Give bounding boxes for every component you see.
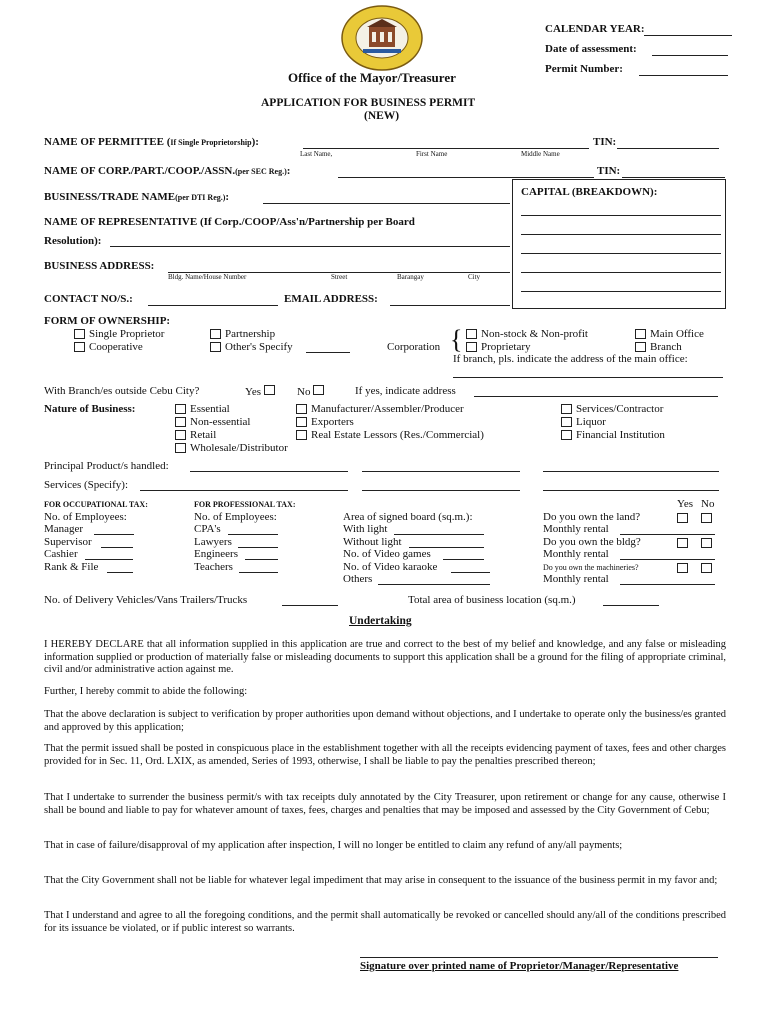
middle-name-caption: Middle Name [521,150,560,158]
financial-checkbox[interactable] [561,430,572,440]
capital-breakdown-box [512,179,726,309]
video-games-field[interactable] [443,559,484,560]
prof-cpa: CPA's [194,523,221,535]
nature-exporters[interactable]: Exporters [296,416,354,428]
occ-rank-file: Rank & File [44,561,99,573]
prof-engineers-field[interactable] [245,559,278,560]
main-office-option[interactable]: Main Office [635,328,704,340]
monthly-rental-1-field[interactable] [620,534,715,535]
branches-yes-option[interactable]: Yes [245,385,275,398]
corporation-label: Corporation [387,341,441,353]
signature-label: Signature over printed name of Proprietor/Manager/Representative [360,960,679,972]
nonstock-option[interactable]: Non-stock & Non-profit [466,328,588,340]
main-office-checkbox[interactable] [635,329,646,339]
contact-label: CONTACT NO/S.: [44,293,133,305]
occ-supervisor-field[interactable] [101,547,133,548]
occ-supervisor: Supervisor [44,536,92,548]
sign-with-light-field[interactable] [394,534,484,535]
capital-line-2[interactable] [521,234,721,235]
sign-area: Area of signed board (sq.m.): [343,511,473,523]
sign-without-light: Without light [343,536,402,548]
cooperative-option[interactable]: Cooperative [74,341,143,353]
resolution-label: Resolution): [44,235,102,247]
form-title: APPLICATION FOR BUSINESS PERMIT [261,97,476,109]
single-proprietor-checkbox[interactable] [74,329,85,339]
principal-products-label: Principal Product/s handled: [44,460,169,472]
undertaking-revocation: That I understand and agree to all the foregoing conditions, and the permit shall automatically be revoked or cancelled should any/all of the conditions prescribed for its issuance be violated, or if public interest so warrants. [44,910,726,934]
prof-lawyers: Lawyers [194,536,232,548]
capital-line-4[interactable] [521,272,721,273]
trade-name-label: BUSINESS/TRADE NAME(per DTI Reg.): [44,191,230,203]
occ-manager: Manager [44,523,84,535]
others-field[interactable] [306,352,350,353]
branch-address-field[interactable] [474,396,718,397]
own-mach-yes-checkbox[interactable] [677,563,688,573]
undertaking-refund: That in case of failure/disapproval of my application after inspection, I will no longer be entitled to claim any refund of any/all payments; [44,840,623,851]
proprietary-option[interactable]: Proprietary [466,341,530,353]
contact-field[interactable] [148,305,278,306]
branches-yes-checkbox[interactable] [264,385,275,395]
no-column-label: No [701,498,715,510]
principal-products-field-2[interactable] [362,471,520,472]
capital-line-5[interactable] [521,291,721,292]
permittee-tin-label: TIN: [593,136,617,148]
address-label: BUSINESS ADDRESS: [44,260,155,272]
essential-checkbox[interactable] [175,404,186,414]
office-title: Office of the Mayor/Treasurer [288,70,456,85]
vehicles-label: No. of Delivery Vehicles/Vans Trailers/Trucks [44,594,248,606]
if-yes-label: If yes, indicate address [355,385,456,397]
form-subtitle: (NEW) [364,110,400,122]
nonessential-checkbox[interactable] [175,417,186,427]
total-area-label: Total area of business location (sq.m.) [408,594,576,606]
last-name-caption: Last Name, [300,150,333,158]
nature-financial[interactable]: Financial Institution [561,429,665,441]
video-karaoke: No. of Video karaoke [343,561,438,573]
nature-retail[interactable]: Retail [175,429,216,441]
calendar-year-label: CALENDAR YEAR: [545,23,645,35]
bldg-caption: Bldg. Name/House Number [168,273,247,281]
representative-label: NAME OF REPRESENTATIVE (If Corp./COOP/Ass'n/Partnership per Board [44,216,415,228]
own-mach-question: Do you own the machineries? [543,563,639,572]
branches-no-option[interactable]: No [297,385,324,398]
principal-products-field-3[interactable] [543,471,719,472]
corp-tin-field[interactable] [622,177,725,178]
corp-label: NAME OF CORP./PART./COOP./ASSN.(per SEC Reg.): [44,165,291,177]
monthly-rental-2-field[interactable] [620,559,715,560]
principal-products-field-1[interactable] [190,471,348,472]
liquor-checkbox[interactable] [561,417,572,427]
others-checkbox[interactable] [210,342,221,352]
undertaking-declaration: I HEREBY DECLARE that all information supplied in this application are true and correct to the best of my belief and knowledge, and any false or misleading information supplied or production of materially false or misleading documents to support this application shall be a ground for the filing of appropriate criminal, civil and/or administrative action against me. [44,639,726,675]
exporters-checkbox[interactable] [296,417,307,427]
permittee-field[interactable] [303,148,589,149]
services-label: Services (Specify): [44,479,128,491]
services-field-3[interactable] [543,490,719,491]
retail-checkbox[interactable] [175,430,186,440]
undertaking-verification: That the above declaration is subject to verification by proper authorities upon demand without objections, and I undertake to operate only the business/es granted and approved by this application; [44,709,726,733]
prof-lawyers-field[interactable] [238,547,278,548]
own-bldg-no-checkbox[interactable] [701,538,712,548]
own-bldg-question: Do you own the bldg? [543,536,641,548]
capital-line-1[interactable] [521,215,721,216]
branch-checkbox[interactable] [635,342,646,352]
barangay-caption: Barangay [397,273,424,281]
services-checkbox[interactable] [561,404,572,414]
undertaking-surrender: That I undertake to surrender the business permit/s with tax receipts duly annotated by the City Treasurer, upon retirement or change for any cause, otherwise I shall be bound and liable to pay for whatever amount of taxes, fees, charges and penalties that may be imposed and assessed by the City Government of Cebu; [44,792,726,816]
services-field-1[interactable] [140,490,348,491]
permit-number-label: Permit Number: [545,63,623,75]
branches-question: With Branch/es outside Cebu City? [44,385,200,397]
corp-field[interactable] [338,177,594,178]
nature-real-estate[interactable]: Real Estate Lessors (Res./Commercial) [296,429,484,441]
signature-field[interactable] [360,957,718,958]
nature-liquor[interactable]: Liquor [561,416,606,428]
nature-wholesale[interactable]: Wholesale/Distributor [175,442,288,454]
monthly-rental-2-label: Monthly rental [543,548,609,560]
nonstock-checkbox[interactable] [466,329,477,339]
own-land-question: Do you own the land? [543,511,641,523]
yes-column-label: Yes [677,498,694,510]
nature-manufacturer[interactable]: Manufacturer/Assembler/Producer [296,403,464,415]
monthly-rental-1-label: Monthly rental [543,523,609,535]
monthly-rental-3-label: Monthly rental [543,573,609,585]
own-bldg-yes-checkbox[interactable] [677,538,688,548]
monthly-rental-3-field[interactable] [620,584,715,585]
prof-cpa-field[interactable] [228,534,278,535]
single-proprietor-option[interactable]: Single Proprietor [74,328,164,340]
others-option[interactable]: Other's Specify [210,341,293,353]
email-label: EMAIL ADDRESS: [284,293,378,305]
professional-tax-title: FOR PROFESSIONAL TAX: [194,500,296,509]
occ-employees: No. of Employees: [44,511,127,523]
prof-employees: No. of Employees: [194,511,277,523]
nature-label: Nature of Business: [44,403,136,415]
ownership-label: FORM OF OWNERSHIP: [44,315,171,327]
corporation-brace: { [450,325,463,354]
total-area-field[interactable] [603,605,659,606]
proprietary-checkbox[interactable] [466,342,477,352]
wholesale-checkbox[interactable] [175,443,186,453]
manufacturer-checkbox[interactable] [296,404,307,414]
own-mach-no-checkbox[interactable] [701,563,712,573]
email-field[interactable] [390,305,510,306]
permit-number-field[interactable] [639,75,728,76]
calendar-year-field[interactable] [644,35,732,36]
first-name-caption: First Name [416,150,448,158]
city-seal-logo [341,5,423,71]
partnership-checkbox[interactable] [210,329,221,339]
branches-no-checkbox[interactable] [313,385,324,395]
nature-services[interactable]: Services/Contractor [561,403,663,415]
corp-tin-label: TIN: [597,165,621,177]
permittee-label: NAME OF PERMITTEE (If Single Proprietorship): [44,136,259,148]
video-karaoke-field[interactable] [451,572,490,573]
own-land-yes-checkbox[interactable] [677,513,688,523]
occ-cashier: Cashier [44,548,78,560]
cooperative-checkbox[interactable] [74,342,85,352]
city-caption: City [468,273,481,281]
street-caption: Street [331,273,348,281]
own-land-no-checkbox[interactable] [701,513,712,523]
prof-teachers-field[interactable] [239,572,278,573]
permittee-tin-field[interactable] [617,148,719,149]
main-office-address-field[interactable] [453,377,723,378]
branch-option[interactable]: Branch [635,341,682,353]
sign-others-field[interactable] [378,584,490,585]
occ-rank-file-field[interactable] [107,572,133,573]
nature-nonessential[interactable]: Non-essential [175,416,250,428]
date-assessment-field[interactable] [652,55,728,56]
representative-field[interactable] [110,246,510,247]
undertaking-commit: Further, I hereby commit to abide the following: [44,686,248,697]
occ-manager-field[interactable] [94,534,134,535]
vehicles-field[interactable] [282,605,338,606]
undertaking-liability: That the City Government shall not be liable for whatever legal impediment that may arise in consequent to the issuance of the business permit in my favor and; [44,875,718,886]
undertaking-title: Undertaking [349,615,412,627]
prof-teachers: Teachers [194,561,233,573]
undertaking-posting: That the permit issued shall be posted in conspicuous place in the establishment together with all the receipts evidencing payment of taxes, fees and other charges provided for in Sec. 11, Ord. LXIX, as amended, Series of 1993, otherwise, I shall be liable to pay the penalties prescribed thereon; [44,743,726,767]
capital-label: CAPITAL (BREAKDOWN): [521,186,658,198]
real-estate-checkbox[interactable] [296,430,307,440]
services-field-2[interactable] [362,490,520,491]
occ-cashier-field[interactable] [85,559,133,560]
date-assessment-label: Date of assessment: [545,43,637,55]
occupational-tax-title: FOR OCCUPATIONAL TAX: [44,500,148,509]
sign-with-light: With light [343,523,388,535]
sign-others: Others [343,573,373,585]
nature-essential[interactable]: Essential [175,403,230,415]
branch-note: If branch, pls. indicate the address of the main office: [453,353,688,365]
trade-name-field[interactable] [263,203,510,204]
capital-line-3[interactable] [521,253,721,254]
prof-engineers: Engineers [194,548,238,560]
partnership-option[interactable]: Partnership [210,328,275,340]
video-games: No. of Video games [343,548,431,560]
